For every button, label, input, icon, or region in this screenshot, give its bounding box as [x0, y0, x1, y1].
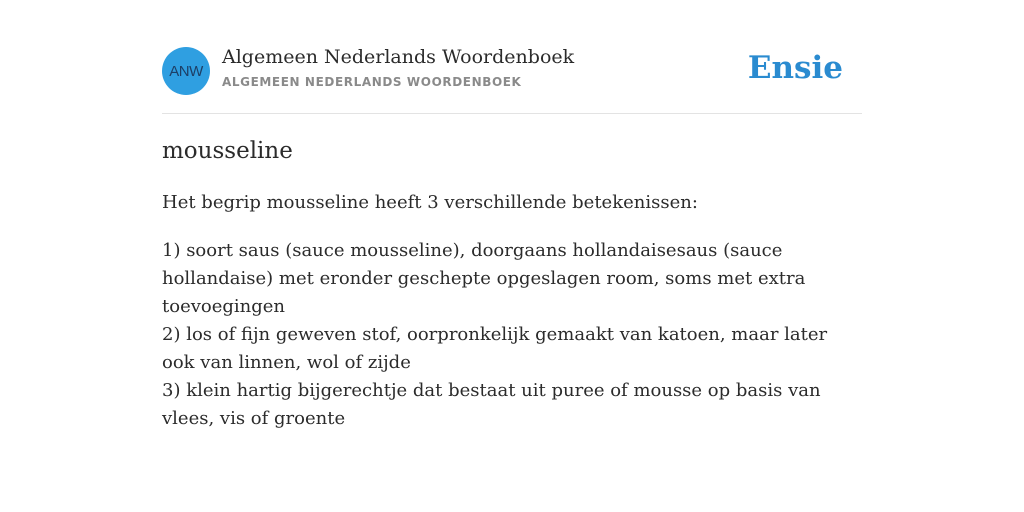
entry-word: mousseline — [162, 138, 293, 164]
meanings-list — [162, 237, 862, 433]
source-title[interactable]: Algemeen Nederlands Woordenboek — [222, 46, 575, 68]
source-subtitle: ALGEMEEN NEDERLANDS WOORDENBOEK — [222, 75, 522, 89]
anw-logo-text: ANW — [169, 62, 203, 80]
entry-card — [162, 0, 862, 512]
entry-intro: Het begrip mousseline heeft 3 verschillende betekenissen: — [162, 192, 698, 213]
anw-logo[interactable] — [162, 47, 210, 95]
header-divider — [162, 113, 862, 114]
meaning-item: 3) klein hartig bijgerechtje dat bestaat uit puree of mousse op basis van vlees, vis of groente — [162, 380, 821, 429]
ensie-brand-logo[interactable]: Ensie — [747, 50, 843, 86]
source-header — [162, 46, 862, 96]
meaning-item: 2) los of fijn geweven stof, oorpronkelijk gemaakt van katoen, maar later ook van linnen, wol of zijde — [162, 324, 828, 373]
meaning-item: 1) soort saus (sauce mousseline), doorgaans hollandaisesaus (sauce hollandaise) met eronder geschepte opgeslagen room, soms met extra toevoegingen — [162, 240, 806, 317]
